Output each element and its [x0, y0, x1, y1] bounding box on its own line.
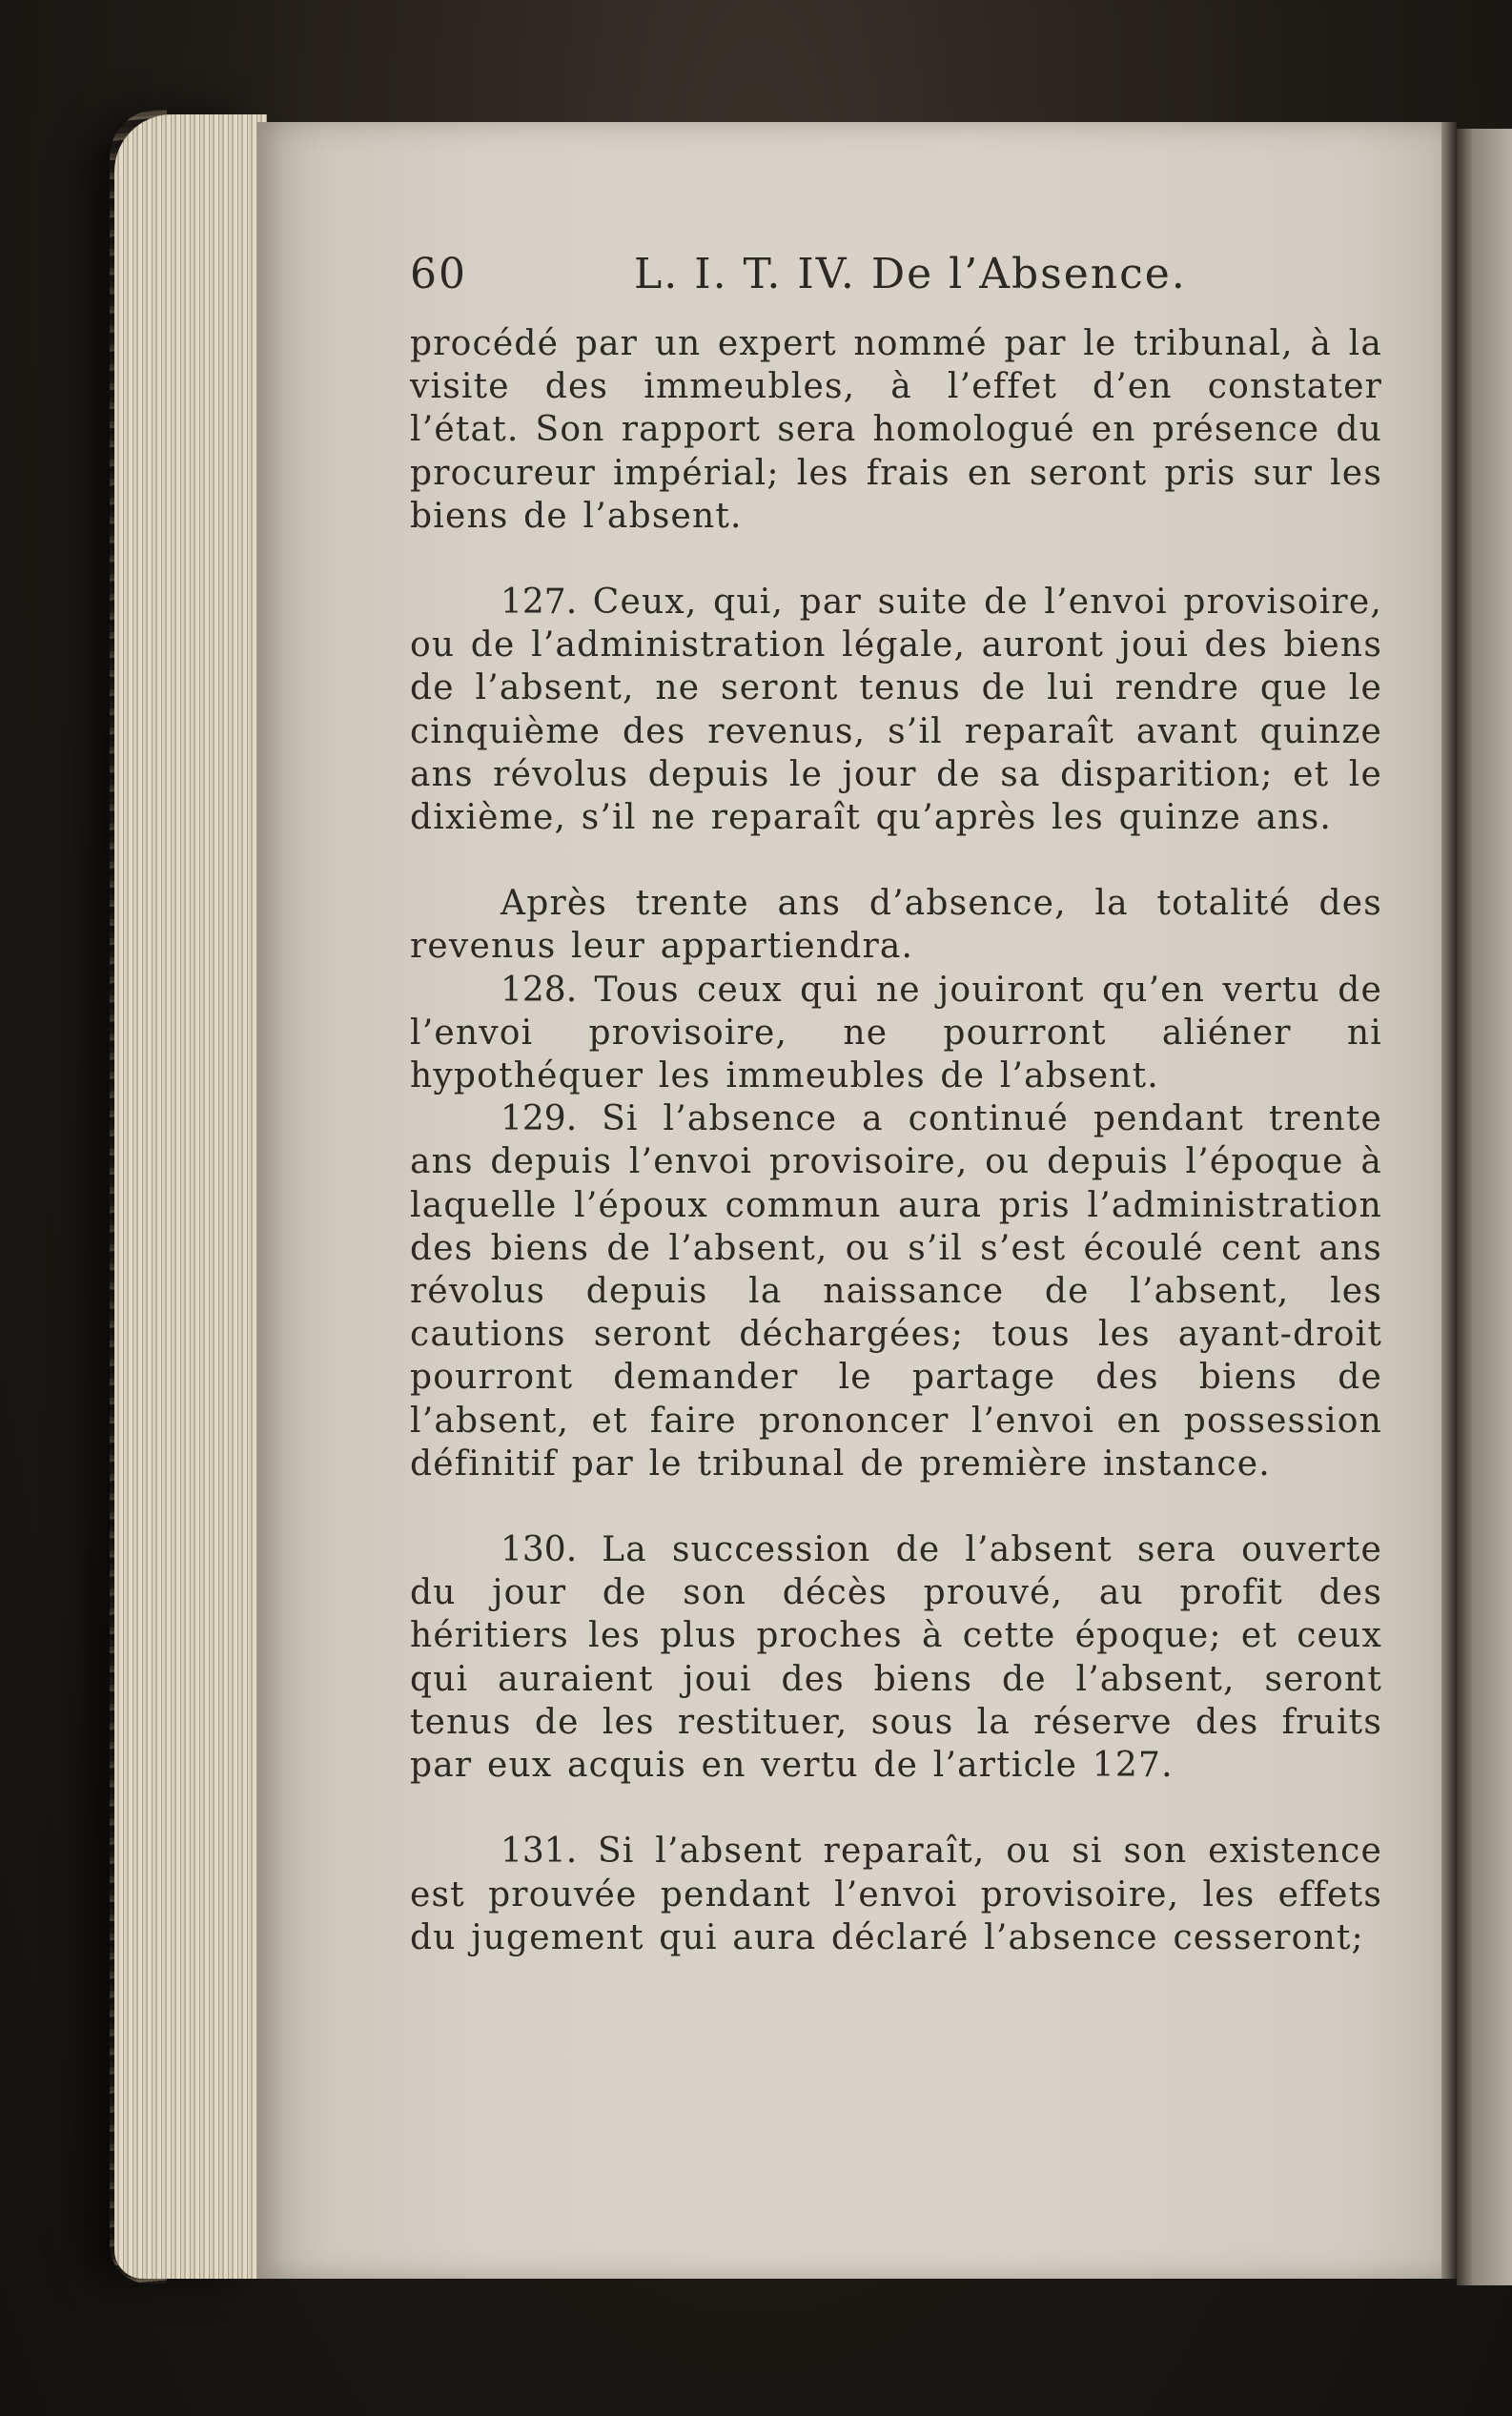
facing-page — [1457, 129, 1512, 2285]
article-number: 131. — [501, 1832, 578, 1872]
paragraph — [410, 322, 1382, 538]
paragraph-gap — [410, 839, 1382, 882]
article-number: 127. — [501, 583, 578, 623]
article-131 — [410, 1830, 1382, 1959]
page-text — [410, 250, 1382, 1959]
paragraph — [410, 882, 1382, 968]
article-128 — [410, 969, 1382, 1098]
paragraph-text: Après trente ans d’absence, la totalité des revenus leur appartiendra. — [410, 884, 1382, 967]
gutter-shadow — [1441, 122, 1457, 2279]
paragraph-gap — [410, 1787, 1382, 1830]
paragraph-text: procédé par un expert nommé par le tribunal, à la visite des immeubles, à l’effet d’en constater l’état. Son rapport sera homologué en présence du procureur impérial; les frais en seront pris sur les biens de l’absent. — [410, 324, 1382, 536]
article-number: 130. — [501, 1530, 578, 1570]
article-number: 128. — [501, 970, 578, 1010]
running-head — [410, 250, 1382, 307]
article-127 — [410, 581, 1382, 839]
article-text: Si l’absent reparaît, ou si son existence est prouvée pendant l’envoi provisoire, les effets du jugement qui aura déclaré l’absence cesseront; — [410, 1832, 1382, 1957]
body-text — [410, 322, 1382, 1959]
article-text: Tous ceux qui ne jouiront qu’en vertu de l’envoi provisoire, ne pourront aliéner ni hypothéquer les immeubles de l’absent. — [410, 970, 1382, 1096]
article-129 — [410, 1097, 1382, 1485]
paragraph-gap — [410, 538, 1382, 581]
article-number: 129. — [501, 1099, 578, 1139]
article-text: Si l’absence a continué pendant trente ans depuis l’envoi provisoire, ou depuis l’époque à laquelle l’époux commun aura pris l’administration des biens de l’absent, ou s’il s’est écoulé cent ans révolus depuis la naissance de l’absent, les cautions seront déchargées; tous les ayant-droit pourront demander le partage des biens de l’absent, et faire prononcer l’envoi en possession définitif par le tribunal de première instance. — [410, 1099, 1382, 1484]
paragraph-gap — [410, 1485, 1382, 1528]
article-130 — [410, 1528, 1382, 1787]
page-number: 60 — [410, 250, 467, 298]
page-edges-stack — [114, 114, 267, 2279]
running-title: L. I. T. IV. De l’Absence. — [634, 250, 1187, 298]
article-text: La succession de l’absent sera ouverte du jour de son décès prouvé, au profit des héritiers les plus proches à cette époque; et ceux qui auraient joui des biens de l’absent, seront tenus de les restituer, sous la réserve des fruits par eux acquis en vertu de l’article 127. — [410, 1530, 1382, 1786]
article-text: Ceux, qui, par suite de l’envoi provisoire, ou de l’administration légale, auront joui des biens de l’absent, ne seront tenus de lui rendre que le cinquième des revenus, s’il reparaît avant quinze ans révolus depuis le jour de sa disparition; et le dixième, s’il ne reparaît qu’après les quinze ans. — [410, 583, 1382, 838]
